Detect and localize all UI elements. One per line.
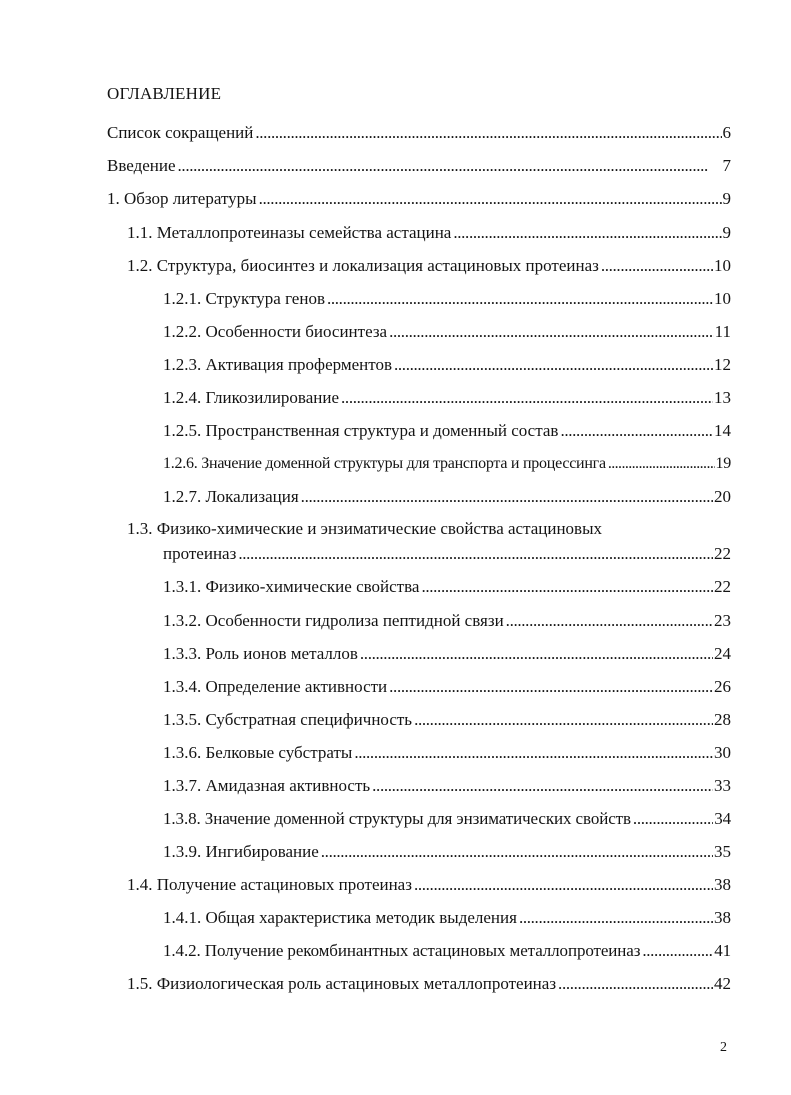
toc-entry-title: 1.3.2. Особенности гидролиза пептидной связи xyxy=(163,611,504,630)
toc-entry-title: 1.3.1. Физико-химические свойства xyxy=(163,577,420,596)
dot-leader xyxy=(558,973,713,995)
toc-entry-title: 1.3.9. Ингибирование xyxy=(163,842,319,861)
toc-entry-title: 1.4.1. Общая характеристика методик выделения xyxy=(163,908,517,927)
toc-entry[interactable] xyxy=(163,709,731,731)
toc-entry[interactable] xyxy=(163,742,731,764)
dot-leader xyxy=(301,486,713,508)
toc-entry[interactable] xyxy=(163,808,731,830)
toc-entry-page: 34 xyxy=(714,809,731,828)
toc-entry-title: 1.3.5. Субстратная специфичность xyxy=(163,710,413,729)
toc-entry-page: 30 xyxy=(714,743,731,762)
dot-leader xyxy=(601,255,713,277)
toc-entry-title: 1.2.2. Особенности биосинтеза xyxy=(163,322,388,341)
dot-leader xyxy=(394,354,713,376)
dot-leader xyxy=(506,610,713,632)
toc-entry-title: 1.3.3. Роль ионов металлов xyxy=(163,644,358,663)
toc-entry-page: 35 xyxy=(714,842,731,861)
toc-entry-title: 1.2.5. Пространственная структура и доменный состав xyxy=(163,421,559,440)
toc-entry-title: 1.2. Структура, биосинтез и локализация астациновых протеиназ xyxy=(127,256,599,275)
dot-leader xyxy=(453,222,721,244)
toc-entry-page: 22 xyxy=(714,577,731,596)
toc-entry-title: 1.1. Металлопротеиназы семейства астацина xyxy=(127,223,452,242)
toc-entry[interactable] xyxy=(163,354,731,376)
dot-leader xyxy=(642,940,713,962)
toc-entry[interactable] xyxy=(127,222,731,244)
toc-entry[interactable] xyxy=(163,486,731,508)
dot-leader xyxy=(560,420,713,442)
toc-entry-page: 38 xyxy=(714,908,731,927)
toc-entry[interactable] xyxy=(163,321,731,343)
dot-leader xyxy=(238,543,713,565)
toc-entry[interactable] xyxy=(163,907,731,929)
dot-leader xyxy=(360,643,713,665)
toc-entry-page: 14 xyxy=(714,421,731,440)
toc-entry-title: 1.3.6. Белковые субстраты xyxy=(163,743,353,762)
toc-entry-title: протеиназ xyxy=(163,544,237,563)
dot-leader xyxy=(178,155,722,177)
toc-entry-page: 24 xyxy=(714,644,731,663)
toc-entry-page: 7 xyxy=(722,156,731,175)
page-number: 2 xyxy=(720,1040,727,1055)
toc-entry[interactable] xyxy=(127,255,731,277)
toc-entry-page: 33 xyxy=(714,776,731,795)
toc-entry-page: 26 xyxy=(714,677,731,696)
toc-entry[interactable] xyxy=(163,543,731,565)
toc-entry-title: 1.2.6. Значение доменной структуры для транспорта и процессинга xyxy=(163,455,606,472)
toc-entry[interactable] xyxy=(163,420,731,442)
toc-entry-title: 1.3.8. Значение доменной структуры для энзиматических свойств xyxy=(163,809,631,828)
toc-entry-page: 23 xyxy=(714,611,731,630)
toc-entry[interactable] xyxy=(163,288,731,310)
toc-entry-page: 10 xyxy=(714,289,731,308)
toc-entry[interactable] xyxy=(163,841,731,863)
toc-entry[interactable] xyxy=(163,676,731,698)
dot-leader xyxy=(354,742,713,764)
toc-entry[interactable] xyxy=(163,643,731,665)
dot-leader xyxy=(608,453,715,475)
dot-leader xyxy=(255,122,721,144)
toc-entry-page: 19 xyxy=(715,455,731,472)
toc-heading: ОГЛАВЛЕНИЕ xyxy=(107,84,222,103)
dot-leader xyxy=(633,808,713,830)
toc-entry-page: 11 xyxy=(714,322,731,341)
toc-entry-page: 13 xyxy=(714,388,731,407)
toc-entry-page: 20 xyxy=(714,487,731,506)
toc-entry[interactable] xyxy=(163,453,731,475)
toc-entry[interactable] xyxy=(107,188,731,210)
dot-leader xyxy=(519,907,713,929)
toc-entry-title: 1.3.7. Амидазная активность xyxy=(163,776,371,795)
toc-entry-title: 1.2.4. Гликозилирование xyxy=(163,388,340,407)
toc-entry[interactable] xyxy=(163,576,731,598)
toc-entry-page: 42 xyxy=(714,974,731,993)
toc-entry-title: 1.4.2. Получение рекомбинантных астациновых металлопротеиназ xyxy=(163,941,641,960)
dot-leader xyxy=(321,841,713,863)
toc-entry-title: Введение xyxy=(107,156,176,175)
toc-entry[interactable] xyxy=(163,387,731,409)
toc-entry[interactable] xyxy=(163,940,731,962)
toc-entry-title: 1. Обзор литературы xyxy=(107,189,257,208)
toc-entry[interactable] xyxy=(107,155,731,177)
toc-entry-title: 1.2.3. Активация проферментов xyxy=(163,355,392,374)
dot-leader xyxy=(421,576,713,598)
toc-entry-page: 6 xyxy=(722,123,731,142)
toc-entry-page: 9 xyxy=(722,223,731,242)
toc-entry[interactable] xyxy=(163,610,731,632)
toc-entry-page: 28 xyxy=(714,710,731,729)
toc-entry[interactable] xyxy=(107,122,731,144)
toc-entry[interactable] xyxy=(163,775,731,797)
toc-entry[interactable] xyxy=(127,874,731,896)
toc-entry-title: Список сокращений xyxy=(107,123,254,142)
dot-leader xyxy=(389,321,714,343)
toc-entry-page: 41 xyxy=(714,941,731,960)
toc-entry-title: 1.3.4. Определение активности xyxy=(163,677,388,696)
dot-leader xyxy=(414,874,713,896)
dot-leader xyxy=(389,676,713,698)
toc-entry-title: 1.2.1. Структура генов xyxy=(163,289,325,308)
dot-leader xyxy=(341,387,713,409)
toc-entry-title-line1[interactable]: 1.3. Физико-химические и энзиматические свойства астациновых xyxy=(127,519,603,538)
toc-entry-title: 1.4. Получение астациновых протеиназ xyxy=(127,875,412,894)
toc-entry-page: 38 xyxy=(714,875,731,894)
dot-leader xyxy=(414,709,713,731)
toc-entry-title: 1.2.7. Локализация xyxy=(163,487,299,506)
toc-entry-title: 1.5. Физиологическая роль астациновых металлопротеиназ xyxy=(127,974,557,993)
dot-leader xyxy=(372,775,713,797)
toc-entry-page: 12 xyxy=(714,355,731,374)
toc-entry[interactable] xyxy=(127,973,731,995)
toc-entry-page: 10 xyxy=(714,256,731,275)
toc-entry-page: 22 xyxy=(714,544,731,563)
toc-entry-page: 9 xyxy=(722,189,731,208)
dot-leader xyxy=(327,288,713,310)
dot-leader xyxy=(259,188,722,210)
